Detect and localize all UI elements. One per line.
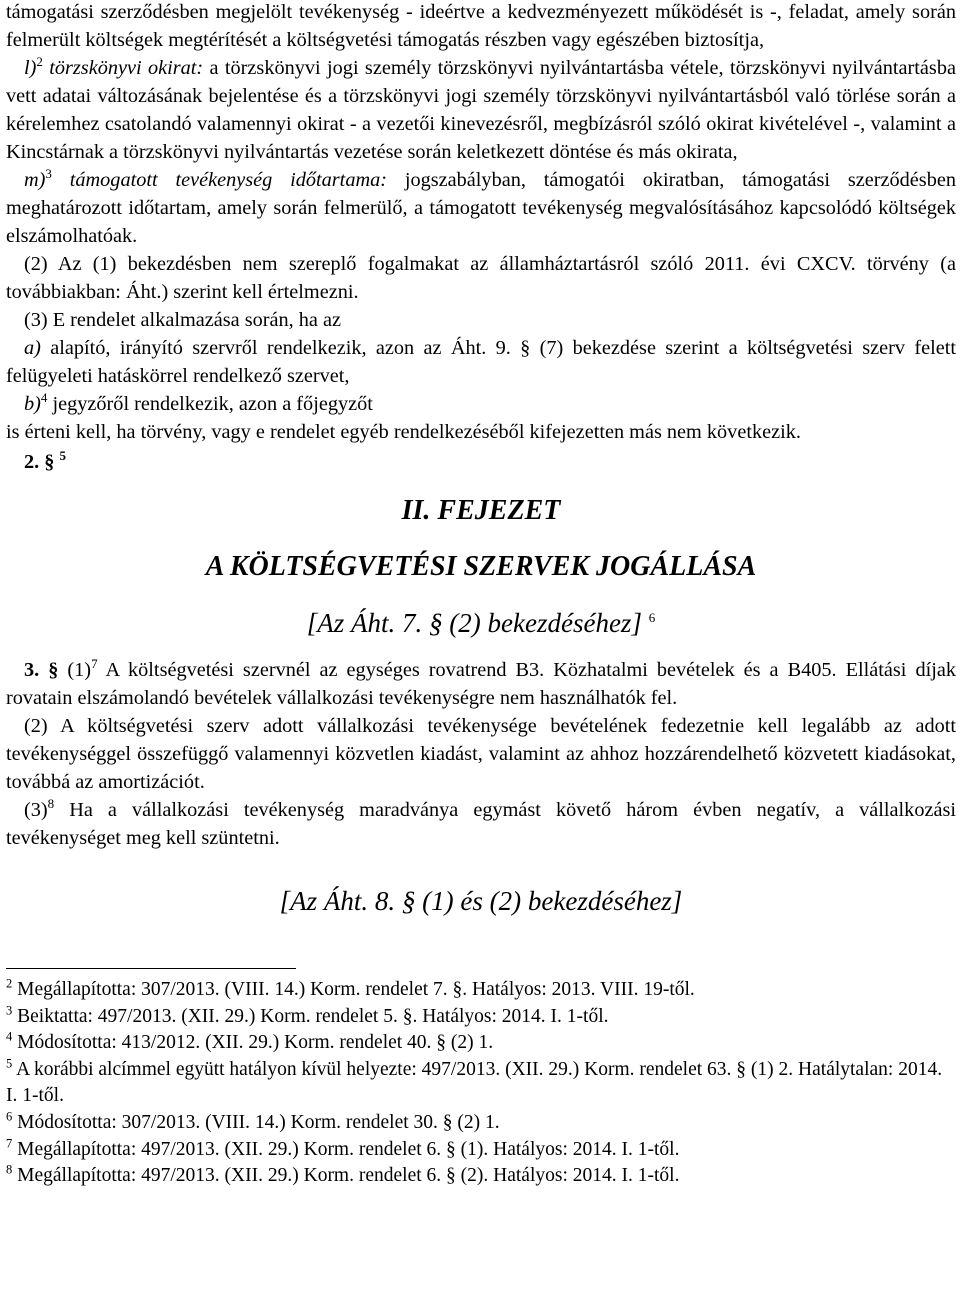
footnote-text: Megállapította: 497/2013. (XII. 29.) Korm. rendelet 6. § (2). Hatályos: 2014. I. 1-től. [17,1165,680,1187]
point-a [6,334,956,390]
chapter-title: A KÖLTSÉGVETÉSI SZERVEK JOGÁLLÁSA [205,551,757,582]
footnote-number: 7 [6,1136,13,1151]
point-b-text: jegyzőről rendelkezik, azon a főjegyzőt [52,393,373,415]
footnote [6,1004,956,1031]
footnote-text: Megállapította: 307/2013. (VIII. 14.) Korm. rendelet 7. §. Hatályos: 2013. VIII. 19-től. [17,979,695,1000]
footnote [6,977,956,1004]
definition-l [6,54,956,166]
s3p3-text: Ha a vállalkozási tevékenység maradványa egymást követő három évben negatív, a vállalkozási tevékenységet meg kell szüntetni. [6,799,956,849]
s3p3-prefix: (3) [24,799,48,821]
footnote [6,1163,956,1190]
footnote-number: 4 [6,1029,13,1044]
footnote [6,1137,956,1164]
section-3-label: 3. § [24,659,59,681]
footnote [6,1030,956,1057]
footnote-text: Beiktatta: 497/2013. (XII. 29.) Korm. rendelet 5. §. Hatályos: 2014. I. 1-től. [17,1005,609,1027]
section-3-paragraph-2: (2) A költségvetési szerv adott vállalkozási tevékenysége bevételének fedezetnie kell legalább az adott tevékenységgel összefüggő valamennyi közvetlen kiadást, valamint az ahhoz hozzárendelhető közvetett kiadásokat, továbbá az amortizációt. [6,715,956,793]
paragraph-continuation: támogatási szerződésben megjelölt tevékenység - ideértve a kedvezményezett működését is -, feladat, amely során felmerült költségek megtérítését a költségvetési támogatás részben vagy egészében biztosítja, [6,1,956,51]
footnote-ref-5[interactable]: 5 [59,448,66,464]
footnote-ref-6[interactable]: 6 [648,610,656,625]
definition-m [6,166,956,250]
definition-l-text: a törzskönyvi jogi személy törzskönyvi nyilvántartásba vétele, törzskönyvi nyilvántartásba vett adatai változásának bejelentése és a törzskönyvi jogi személy törzskönyvi nyilvántartásból való törlése során a kérelemhez csatolandó valamennyi okirat - a vezetői kinevezésről, megbízásról szóló okirat kivételével -, valamint a Kincstárnak a törzskönyvi nyilvántartás vezetése során keletkezett döntése és más okirata, [6,57,956,163]
section-reference [6,604,956,642]
footnote [6,1057,956,1110]
footnote-number: 8 [6,1162,13,1177]
definition-m-text: jogszabályban, támogatói okiratban, támogatási szerződésben meghatározott időtartam, amely során felmerülő, a támogatott tevékenység megvalósításához kapcsolódó költségek elszámolhatóak. [6,169,956,247]
point-a-label: a) [24,337,41,359]
definition-l-label: l) [24,57,37,79]
footnote-text: A korábbi alcímmel együtt hatályon kívül helyezte: 497/2013. (XII. 29.) Korm. rendelet 63. § (1) 2. Hatálytalan: 2014. I. 1-től. [6,1058,943,1107]
point-b-label: b) [24,393,41,415]
paragraph-2: (2) Az (1) bekezdésben nem szereplő fogalmakat az államháztartásról szóló 2011. évi CXCV. törvény (a továbbiakban: Áht.) szerint kell értelmezni. [6,253,956,303]
section-reference-text: [Az Áht. 7. § (2) bekezdéséhez] [306,608,642,638]
footnote [6,1110,956,1137]
footnote-text: Megállapította: 497/2013. (XII. 29.) Korm. rendelet 6. § (1). Hatályos: 2014. I. 1-től. [17,1138,680,1160]
footnote-ref-3[interactable]: 3 [45,166,52,182]
footnote-number: 5 [6,1056,13,1071]
paragraph-3: (3) E rendelet alkalmazása során, ha az [24,309,342,331]
section-3-paragraph-3 [6,796,956,852]
footnote-number: 2 [6,976,13,991]
definition-l-term: törzskönyvi okirat: [49,57,204,79]
document-page [6,0,956,1190]
footnote-text: Módosította: 307/2013. (VIII. 14.) Korm. rendelet 30. § (2) 1. [17,1111,500,1133]
footnote-ref-7[interactable]: 7 [91,656,98,672]
section-reference-2: [Az Áht. 8. § (1) és (2) bekezdéséhez] [279,886,683,916]
footnote-text: Módosította: 413/2012. (XII. 29.) Korm. rendelet 40. § (2) 1. [17,1032,494,1054]
footnote-separator [6,968,296,969]
definition-m-label: m) [24,169,46,191]
s3p1-prefix: (1) [67,659,92,681]
paragraph-closing: is érteni kell, ha törvény, vagy e rendelet egyéb rendelkezéséből kifejezetten más nem következik. [6,421,801,443]
chapter-heading: II. FEJEZET [401,495,561,526]
footnote-number: 6 [6,1109,13,1124]
footnotes [6,977,956,1190]
footnote-ref-2[interactable]: 2 [36,54,43,70]
section-2-heading [6,448,956,476]
s3p1-text: A költségvetési szervnél az egységes rovatrend B3. Közhatalmi bevételek és a B405. Ellátási díjak rovatain elszámolandó bevételek vállalkozási tevékenységre nem használhatók fel. [6,659,957,709]
point-b [6,390,956,418]
footnote-ref-8[interactable]: 8 [47,796,55,812]
section-3-paragraph-1 [6,656,956,712]
definition-m-term: támogatott tevékenység időtartama: [69,169,388,191]
section-2-label: 2. § [24,451,55,473]
footnote-number: 3 [6,1003,13,1018]
footnote-ref-4[interactable]: 4 [40,390,48,406]
point-a-text: alapító, irányító szervről rendelkezik, azon az Áht. 9. § (7) bekezdése szerint a költségvetési szerv felett felügyeleti hatáskörrel rendelkező szervet, [6,337,956,387]
